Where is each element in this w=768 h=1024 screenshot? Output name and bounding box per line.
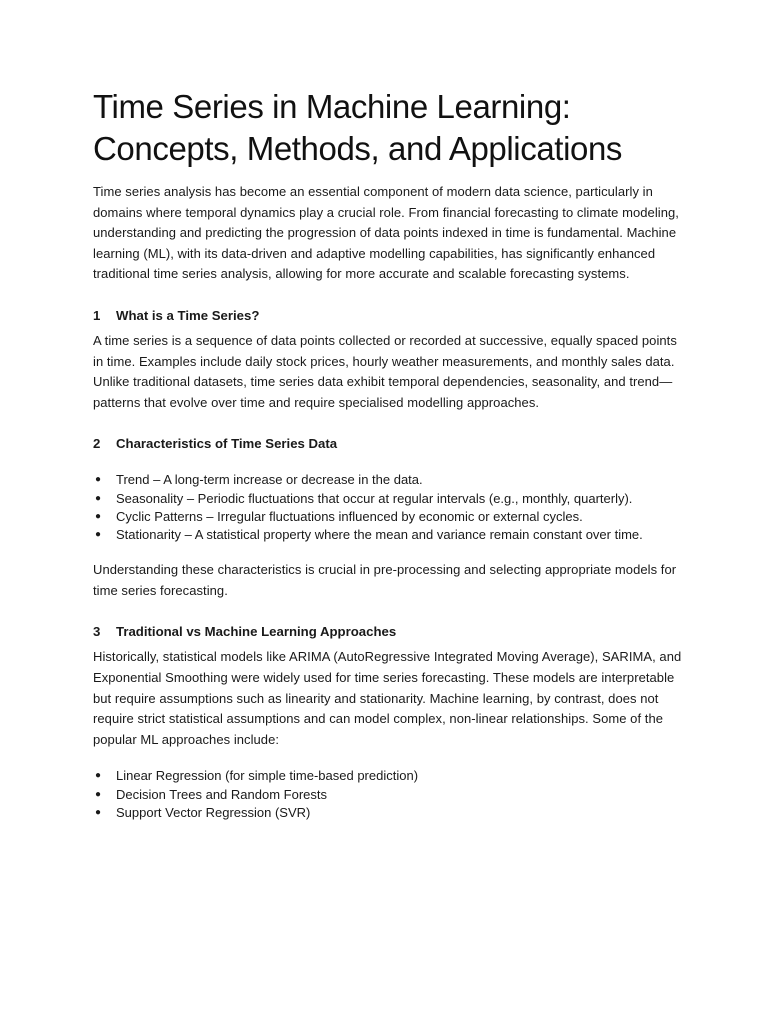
list-item — [93, 526, 683, 544]
characteristics-list — [93, 471, 683, 544]
section-2-conclusion: Understanding these characteristics is crucial in pre-processing and selecting appropriate models for time series forecasting. — [93, 562, 677, 598]
bullet-icon: ● — [94, 788, 102, 800]
section-3-body: Historically, statistical models like ARIMA (AutoRegressive Integrated Moving Average), SARIMA, and Exponential Smoothing were widely used for time series forecasting. These models are interpretable but require assumptions such as linearity and stationarity. Machine learning, by contrast, does not require strict statistical assumptions and can model complex, non-linear relationships. Some of the popular ML approaches include: — [93, 649, 682, 747]
section-2-number: 2 — [93, 436, 101, 452]
list-item — [93, 786, 683, 804]
document-page — [93, 86, 683, 822]
section-1-heading — [93, 306, 683, 326]
list-item-text: Linear Regression (for simple time-based prediction) — [116, 768, 419, 784]
list-item — [93, 804, 683, 822]
intro-paragraph: Time series analysis has become an essential component of modern data science, particularly in domains where temporal dynamics play a crucial role. From financial forecasting to climate modeling, understanding and predicting the progression of data points indexed in time is fundamental. Machine learning (ML), with its data-driven and adaptive modelling capabilities, has significantly enhanced traditional time series analysis, allowing for more accurate and scalable forecasting systems. — [93, 184, 679, 282]
section-1-number: 1 — [93, 307, 101, 323]
section-3-title: Traditional vs Machine Learning Approaches — [116, 624, 397, 640]
list-item-text: Support Vector Regression (SVR) — [116, 804, 311, 820]
section-3-number: 3 — [93, 624, 101, 640]
bullet-icon: ● — [94, 770, 102, 782]
section-3-heading — [93, 622, 683, 642]
list-item-text: Cyclic Patterns – Irregular fluctuations influenced by economic or external cycles. — [116, 508, 583, 524]
list-item — [93, 490, 683, 508]
document-title: Time Series in Machine Learning: Concepts, Methods, and Applications — [93, 88, 623, 167]
ml-approaches-list — [93, 767, 683, 822]
list-item — [93, 471, 683, 489]
list-item-text: Seasonality – Periodic fluctuations that occur at regular intervals (e.g., monthly, quarterly). — [116, 490, 633, 506]
list-item-text: Decision Trees and Random Forests — [116, 786, 327, 802]
list-item — [93, 508, 683, 526]
section-2-heading — [93, 434, 683, 454]
list-item-text: Stationarity – A statistical property where the mean and variance remain constant over time. — [116, 526, 643, 542]
section-2-title: Characteristics of Time Series Data — [116, 436, 338, 452]
section-1-title: What is a Time Series? — [116, 307, 260, 323]
bullet-icon: ● — [94, 806, 102, 818]
bullet-icon: ● — [94, 492, 102, 504]
bullet-icon: ● — [94, 474, 102, 486]
bullet-icon: ● — [94, 510, 102, 522]
list-item-text: Trend – A long-term increase or decrease in the data. — [116, 472, 423, 488]
bullet-icon: ● — [94, 528, 102, 540]
section-1-body: A time series is a sequence of data points collected or recorded at successive, equally spaced points in time. Examples include daily stock prices, hourly weather measurements, and monthly sales data. Unlike traditional datasets, time series data exhibit temporal dependencies, seasonality, and trend—patterns that evolve over time and require specialised modelling approaches. — [93, 332, 677, 410]
list-item — [93, 767, 683, 785]
